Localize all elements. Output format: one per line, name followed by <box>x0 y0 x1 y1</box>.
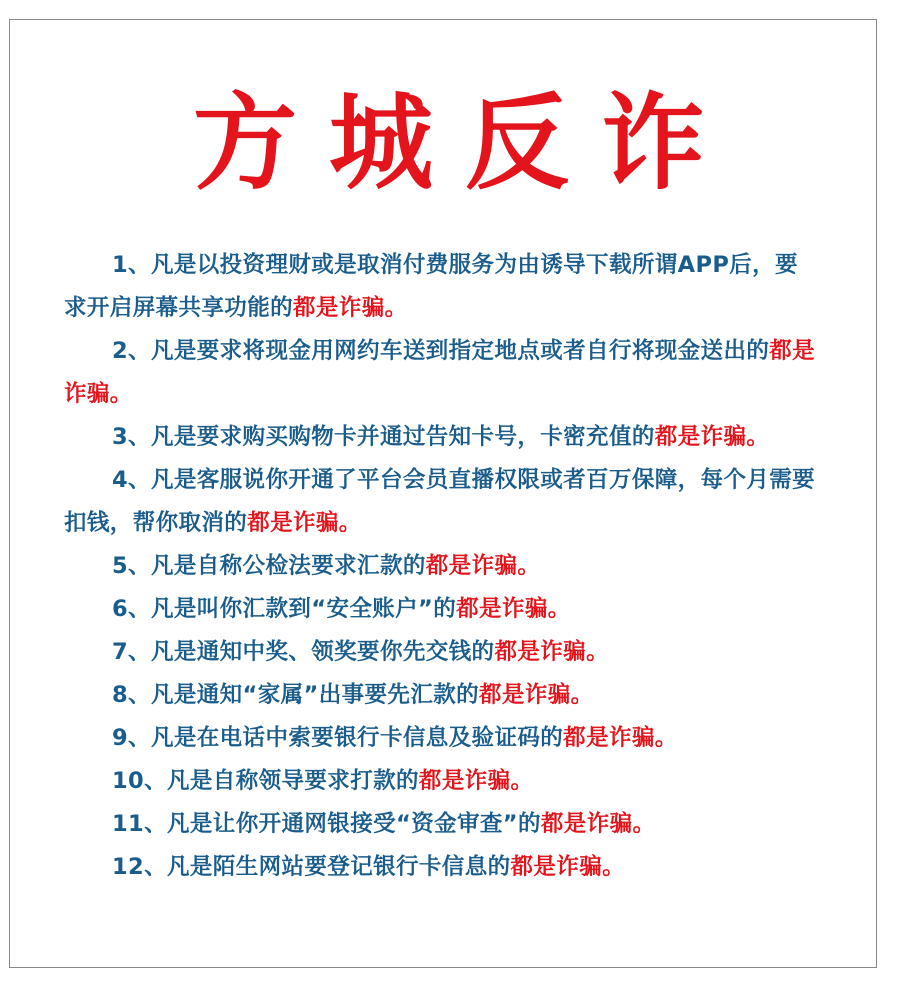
rule-text: 2、凡是要求将现金用网约车送到指定地点或者自行将现金送出的 <box>112 338 770 364</box>
rule-item <box>64 416 819 459</box>
rule-text: 5、凡是自称公检法要求汇款的 <box>112 553 426 579</box>
rule-item <box>64 760 819 803</box>
rule-highlight: 都是诈骗。 <box>247 510 362 536</box>
rule-item <box>64 459 819 545</box>
rule-highlight: 都是诈骗。 <box>563 725 678 751</box>
rule-text: 11、凡是让你开通网银接受“资金审查”的 <box>112 811 541 837</box>
rule-item <box>64 588 819 631</box>
rule-highlight: 都是诈骗。 <box>654 424 770 450</box>
rule-text: 1、凡是以投资理财或是取消付费服务为由诱导下载所谓APP后，要求开启屏幕共享功能的 <box>64 252 798 321</box>
rule-text: 7、凡是通知中奖、领奖要你先交钱的 <box>112 639 495 665</box>
rule-text: 8、凡是通知“家属”出事要先汇款的 <box>112 682 480 708</box>
rule-highlight: 都是诈骗。 <box>64 338 816 407</box>
rule-text: 6、凡是叫你汇款到“安全账户”的 <box>112 596 457 622</box>
rule-highlight: 都是诈骗。 <box>510 854 626 880</box>
rule-item <box>64 674 819 717</box>
rule-item <box>64 803 819 846</box>
rule-text: 12、凡是陌生网站要登记银行卡信息的 <box>112 854 511 880</box>
rule-highlight: 都是诈骗。 <box>418 768 534 794</box>
rule-highlight: 都是诈骗。 <box>293 295 408 321</box>
rule-item <box>64 244 819 330</box>
rule-item <box>64 330 819 416</box>
rule-text: 9、凡是在电话中索要银行卡信息及验证码的 <box>112 725 564 751</box>
rule-highlight: 都是诈骗。 <box>425 553 541 579</box>
poster-title: 方城反诈 <box>192 82 737 204</box>
rule-item <box>64 545 819 588</box>
rule-item <box>64 631 819 674</box>
rule-text: 3、凡是要求购买购物卡并通过告知卡号，卡密充值的 <box>112 424 655 450</box>
rule-item <box>64 846 819 889</box>
rule-highlight: 都是诈骗。 <box>456 596 571 622</box>
rule-highlight: 都是诈骗。 <box>494 639 609 665</box>
rules-list <box>64 244 819 889</box>
rule-text: 4、凡是客服说你开通了平台会员直播权限或者百万保障，每个月需要扣钱，帮你取消的 <box>64 467 816 536</box>
rule-item <box>64 717 819 760</box>
rule-highlight: 都是诈骗。 <box>479 682 594 708</box>
rule-text: 10、凡是自称领导要求打款的 <box>112 768 419 794</box>
rule-highlight: 都是诈骗。 <box>540 811 656 837</box>
